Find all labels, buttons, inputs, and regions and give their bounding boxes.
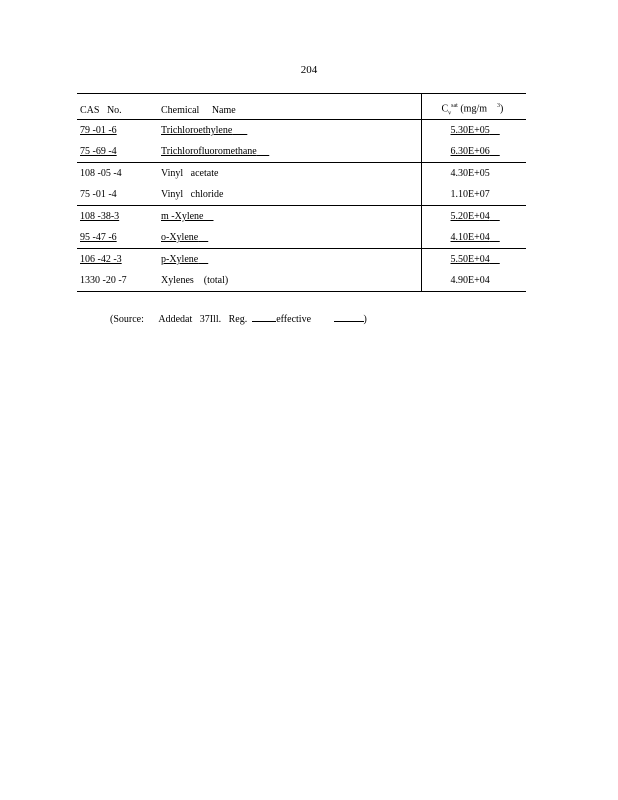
chemical-name: Xylenes (total) [159, 270, 421, 292]
source-note [110, 312, 367, 325]
header-cas: CAS No. [77, 94, 159, 120]
cas-number: 106 -42 -3 [80, 254, 122, 265]
cas-number: 75 -01 -4 [77, 184, 159, 206]
header-cv-sup-3: 3 [497, 102, 501, 109]
header-cv-sat [421, 94, 526, 120]
table-row [77, 184, 526, 206]
cv-value: 4.90E+04 [421, 270, 526, 292]
source-effective: effective [276, 314, 312, 325]
table-header-row [77, 94, 526, 120]
table-row [77, 120, 526, 142]
table-row [77, 163, 526, 185]
header-cv-close: ) [500, 103, 504, 114]
cv-value: 4.30E+05 [421, 163, 526, 185]
header-cv-sub: v [448, 110, 452, 116]
cas-number: 108 -05 -4 [80, 168, 122, 179]
table-row [77, 141, 526, 163]
page-number: 204 [300, 64, 318, 76]
chemical-name: p-Xylene [161, 254, 199, 265]
blank-line [252, 312, 276, 322]
chemical-name: Vinyl chloride [159, 184, 421, 206]
cas-number: 108 -38-3 [80, 211, 120, 222]
header-cv-units: (mg/m [460, 103, 488, 114]
chemical-name: Trichloroethylene [161, 125, 233, 136]
cv-value: 5.20E+04 [450, 211, 490, 222]
source-close: ) [363, 314, 367, 325]
header-chemical-name: Chemical Name [159, 94, 421, 120]
source-text: Addedat 37Ill. Reg. [158, 314, 248, 325]
chemical-name: Vinyl acetate [161, 168, 219, 179]
table-row [77, 270, 526, 292]
cv-value: 4.10E+04 [450, 232, 490, 243]
blank-line [334, 312, 364, 322]
table-row [77, 227, 526, 249]
saturation-table [77, 93, 526, 292]
header-cv-sup-sat: sat [451, 102, 458, 109]
cv-value: 5.50E+04 [450, 254, 490, 265]
saturation-table-wrapper [77, 93, 526, 292]
cas-number: 95 -47 -6 [80, 232, 117, 243]
cas-number: 75 -69 -4 [80, 146, 117, 157]
cv-value: 1.10E+07 [421, 184, 526, 206]
chemical-name: m -Xylene [161, 211, 204, 222]
chemical-name: o-Xylene [161, 232, 199, 243]
source-open: (Source: [110, 314, 144, 325]
cv-value: 5.30E+05 [450, 125, 490, 136]
table-row [77, 249, 526, 271]
cas-number: 79 -01 -6 [80, 125, 117, 136]
header-cv-prefix: C [441, 103, 449, 114]
cas-number: 1330 -20 -7 [77, 270, 159, 292]
chemical-name: Trichlorofluoromethane [161, 146, 257, 157]
table-row [77, 206, 526, 228]
cv-value: 6.30E+06 [450, 146, 490, 157]
